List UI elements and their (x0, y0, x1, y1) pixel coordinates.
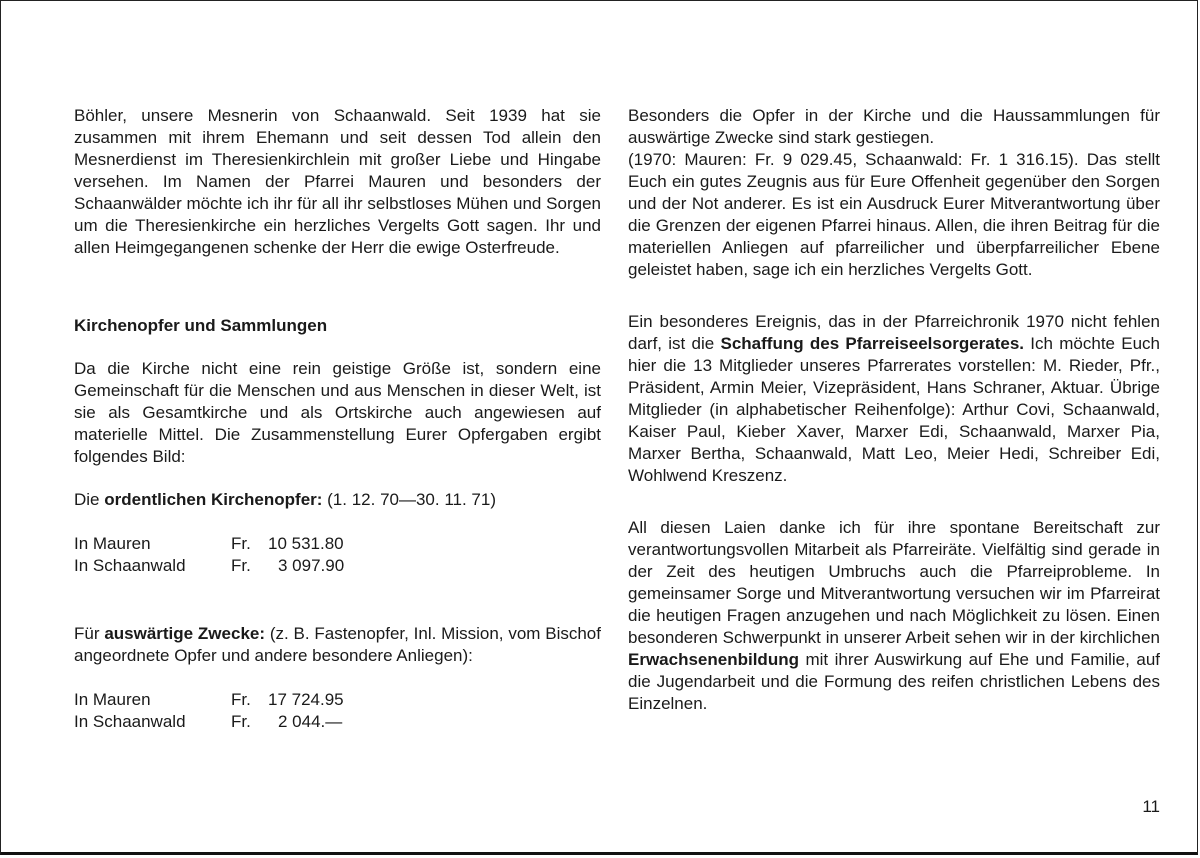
table-row: In Schaanwald Fr. 3 097.90 (74, 556, 345, 575)
paragraph-pfarreirat: Ein besonderes Ereignis, das in der Pfarreichronik 1970 nicht fehlen darf, ist die Schaffung des Pfarreiseelsorgerates. Ich möchte Euch hier die 13 Mitglieder unseres Pfarrerates vorstellen: M. Rieder, Pfr., Präsident, Armin Meier, Vizepräsident, Hans Schraner, Aktuar. Übrige Mitglieder (in alphabetischer Reihenfolge): Arthur Covi, Schaanwald, Kaiser Paul, Kieber Xaver, Marxer Edi, Schaanwald, Marxer Pia, Marxer Bertha, Schaanwald, Matt Leo, Meier Hedi, Schreiber Edi, Wohlwend Kreszenz. (628, 312, 1161, 485)
bold-pfarreiseelsorgerat: Schaffung des Pfarreiseelsorgerates. (720, 334, 1025, 353)
table-row: In Schaanwald Fr. 2 044.— (74, 712, 343, 731)
bold-erwachsenenbildung: Erwachsenenbildung (628, 650, 799, 669)
right-column (628, 105, 1160, 715)
amount-table-ordentliche (74, 533, 344, 577)
paragraph-auswaertige: Für auswärtige Zwecke: (z. B. Fastenopfer, Inl. Mission, vom Bischof angeordnete Opfer und andere besondere Anliegen): (74, 624, 601, 665)
section-heading: Kirchenopfer und Sammlungen (74, 316, 328, 335)
paragraph-kirche: Da die Kirche nicht eine rein geistige Größe ist, sondern eine Gemeinschaft für die Menschen und aus Menschen in dieser Welt, ist sie als Gesamtkirche und als Ortskirche auch angewiesen auf materielle Mittel. Die Zusammenstellung Eurer Opfergaben ergibt folgendes Bild: (74, 359, 601, 466)
table-row: In Mauren Fr. 17 724.95 (74, 690, 344, 709)
paragraph-laien: All diesen Laien danke ich für ihre spontane Bereitschaft zur verantwortungsvollen Mitarbeit als Pfarreiräte. Vielfältig sind gerade in der Zeit des heutigen Umbruchs auch die Pfarreiprobleme. In gemeinsamer Sorge und Mitverantwortung versuchen wir im Pfarreirat die heutigen Fragen anzugehen und nach Möglichkeit zu lösen. Einen besonderen Schwerpunkt in unserer Arbeit sehen wir in der kirchlichen Erwachsenenbildung mit ihrer Auswirkung auf Ehe und Familie, auf die Jugendarbeit und die Formung des reifen christlichen Lebens des Einzelnen. (628, 518, 1160, 713)
paragraph-opfer: Besonders die Opfer in der Kirche und die Haussammlungen für auswärtige Zwecke sind stark gestiegen. (628, 106, 1160, 147)
paragraph-boehler: Böhler, unsere Mesnerin von Schaanwald. Seit 1939 hat sie zusammen mit ihrem Ehemann und seit dessen Tod allein den Mesnerdienst im Theresienkirchlein mit großer Liebe und Hingabe versehen. Im Namen der Pfarrei Mauren und besonders der Schaanwälder möchte ich ihr für all ihr selbstloses Mühen und Sorgen um die Theresienkirche ein herzliches Vergelts Gott sagen. Ihr und allen Heimgegangenen schenke der Herr die ewige Osterfreude. (74, 106, 601, 257)
table-row: In Mauren Fr. 10 531.80 (74, 534, 344, 553)
paragraph-ordentliche: Die ordentlichen Kirchenopfer: (1. 12. 70—30. 11. 71) (74, 490, 496, 509)
page-number: 11 (1142, 797, 1160, 816)
paragraph-zeugnis: (1970: Mauren: Fr. 9 029.45, Schaanwald: Fr. 1 316.15). Das stellt Euch ein gutes Zeugnis aus für Eure Offenheit gegenüber den Sorgen und der Not anderer. Es ist ein Ausdruck Eurer Mitverantwortung über die Grenzen der eigenen Pfarrei hinaus. Allen, die ihren Beitrag für die materiellen Anliegen auf pfarreilicher und überpfarreilicher Ebene geleistet haben, sage ich ein herzliches Vergelts Gott. (628, 150, 1160, 279)
left-column (74, 105, 601, 733)
amount-table-auswaertige (74, 689, 344, 733)
bold-ordentliche: ordentlichen Kirchenopfer: (104, 490, 323, 509)
bold-auswaertige: auswärtige Zwecke: (104, 624, 266, 643)
